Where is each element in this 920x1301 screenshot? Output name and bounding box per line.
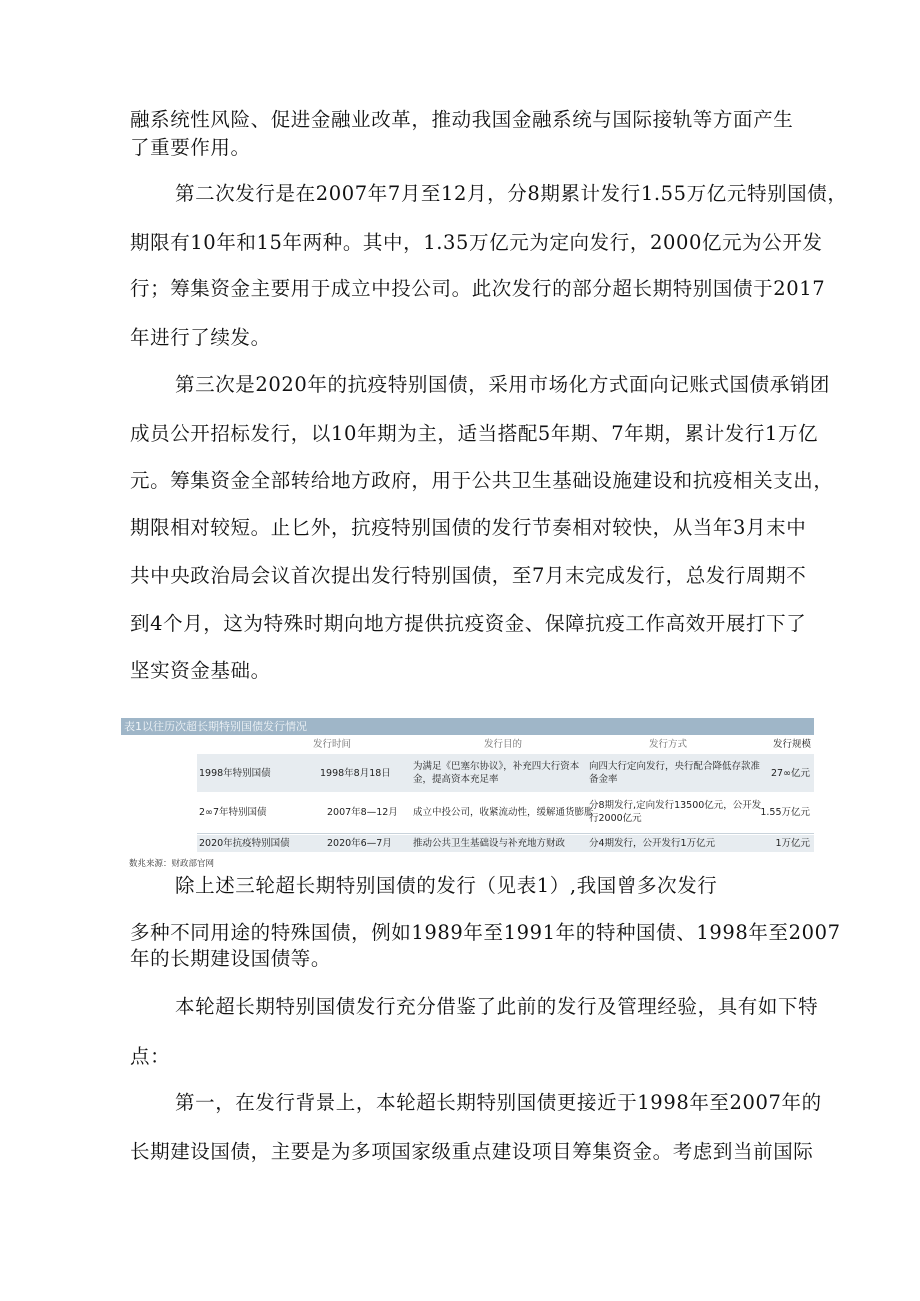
row-purpose: 成立中投公司，收紧流动性，缓解通货膨胀: [413, 807, 594, 818]
text-line: 多种不同用途的特殊国债，例如1989年至1991年的特种国债、1998年至2007: [130, 921, 841, 944]
text-line: 第二次发行是在2007年7月至12月，分8期累计发行1.55万亿元特别国债，: [175, 182, 848, 205]
row-time: 2020年6—7月: [327, 838, 392, 849]
text-line: 本轮超长期特别国债发行充分借鉴了此前的发行及管理经验，具有如下特: [175, 995, 819, 1018]
text-line: 第三次是2020年的抗疫特别国债，采用市场化方式面向记账式国债承销团: [175, 373, 831, 396]
row-name: 2∞7年特别国债: [199, 807, 267, 818]
row-name: 2020年抗疫特别国债: [199, 838, 290, 849]
row-method: 向四大行定向发行，央行配合降低存款准: [589, 761, 761, 772]
header-issue-scale: 发行规模: [773, 739, 812, 750]
table-source: 数兆来源：财政部官网: [129, 859, 215, 869]
row-divider: [197, 833, 814, 834]
text-line: 长期建设国债，主要是为多项国家级重点建设项目筹集资金。考虑到当前国际: [130, 1140, 814, 1163]
row-time: 1998年8月18日: [320, 768, 391, 779]
text-line: 期限相对较短。止匕外，抗疫特别国债的发行节奏相对较快，从当年3月末中: [130, 516, 807, 539]
header-issue-purpose: 发行目的: [484, 739, 523, 750]
row-method-cont: 行2000亿元: [589, 813, 642, 824]
table-row: [197, 795, 814, 831]
text-line: 坚实资金基础。: [130, 659, 271, 682]
text-line: 期限有10年和15年两种。其中，1.35万亿元为定向发行，2000亿元为公开发: [130, 231, 823, 254]
row-method: 分8期发行,定向发行13500亿元，公开发: [589, 800, 762, 811]
header-issue-time: 发行时间: [313, 739, 352, 750]
row-scale: 1.55万亿元: [760, 807, 810, 818]
text-line: 年的长期建设国债等。: [130, 947, 332, 970]
row-scale: 1万亿元: [775, 838, 810, 849]
table-title: 表1以往历次超长期特别国债发行情况: [121, 718, 814, 735]
text-line: 到4个月，这为特殊时期向地方提供抗疫资金、保障抗疫工作高效开展打下了: [130, 612, 807, 635]
text-line: 共中央政治局会议首次提出发行特别国债，至7月末完成发行，总发行周期不: [130, 564, 807, 587]
row-method-cont: 备金率: [589, 774, 618, 785]
text-line: 融系统性风险、促进金融业改革，推动我国金融系统与国际接轨等方面产生: [130, 108, 794, 131]
text-line: 除上述三轮超长期特别国债的发行（见表1）,我国曾多次发行: [175, 874, 718, 897]
text-line: 成员公开招标发行，以10年期为主，适当搭配5年期、7年期，累计发行1万亿: [130, 422, 819, 445]
row-purpose-cont: 金，提高资本充足率: [413, 774, 499, 785]
row-name: 1998年特别国债: [199, 768, 271, 779]
text-line: 第一，在发行背景上，本轮超长期特别国债更接近于1998年至2007年的: [175, 1091, 822, 1114]
text-line: 元。筹集资金全部转给地方政府，用于公共卫生基础设施建设和抗疫相关支出，: [130, 469, 834, 492]
table-row: [197, 835, 814, 852]
text-line: 点：: [130, 1045, 171, 1068]
text-line: 了重要作用。: [130, 136, 251, 159]
table-row: [197, 754, 814, 792]
text-line: 行；筹集资金主要用于成立中投公司。此次发行的部分超长期特别国债于2017: [130, 277, 826, 300]
header-issue-method: 发行方式: [649, 739, 688, 750]
row-time: 2007年8—12月: [327, 807, 398, 818]
text-line: 年进行了续发。: [130, 326, 271, 349]
row-scale: 27∞亿元: [770, 768, 810, 779]
row-purpose: 为满足《巴塞尔协议》，补充四大行资本: [413, 761, 580, 772]
issuance-table: [121, 718, 814, 868]
row-purpose: 推动公共卫生基础设与补充地方财政: [413, 838, 566, 849]
row-method: 分4期发行，公开发行1万亿元: [589, 838, 716, 849]
